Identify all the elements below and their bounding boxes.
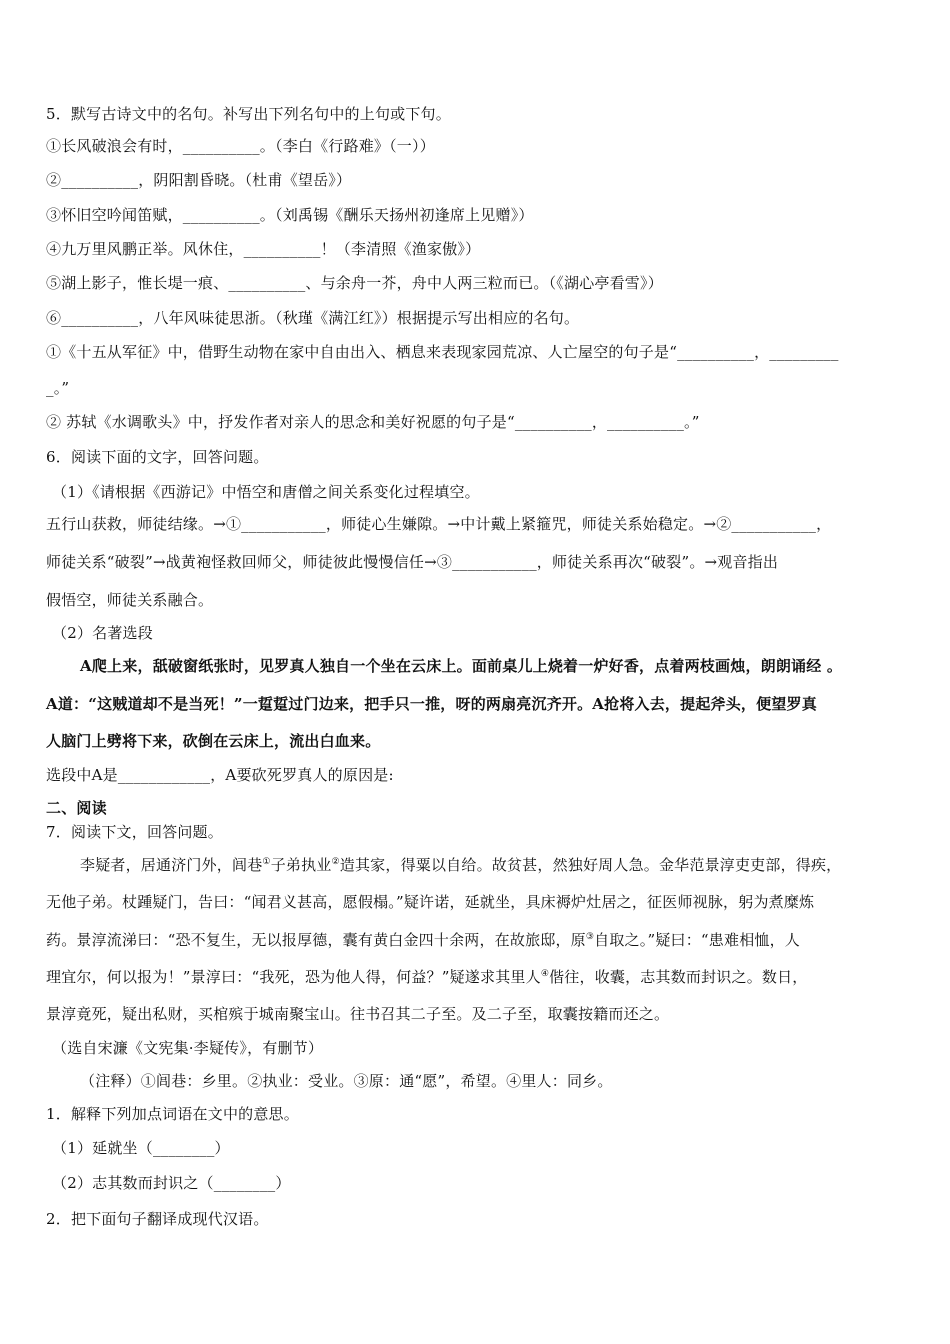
footnote-marker: ① [262,857,271,867]
footnote-marker: ③ [585,932,595,942]
footnote-marker: ② [331,857,340,867]
q5-item: ①长风破浪会有时，__________。（李白《行路难》（一）） [46,137,435,155]
passage-line [80,855,946,875]
q5-item: ② 苏轼《水调歌头》中，抒发作者对亲人的思念和美好祝愿的句子是“__________，__________。” [46,413,700,431]
q5-item: ⑤湖上影子，惟长堤一痕、__________、与余舟一芥，舟中人两三粒而已。（《湖心亭看雪》） [46,274,663,292]
passage-text: 景淳竟死，疑出私财，买棺殡于城南聚宝山。往书召其二子至。及二子至，取囊按籍而还之。 [46,1005,670,1023]
excerpt-line: A道：“这贼道却不是当死！”一踅踅过门边来，把手只一推，呀的两扇亮沉齐开。A抢将入去，提起斧头，便望罗真 [46,695,817,713]
annotation-note: （注释）①闾巷：乡里。②执业：受业。③原：通“愿”，希望。④里人：同乡。 [80,1072,613,1090]
passage-text: 李疑者，居通济门外，闾巷 [80,856,263,874]
passage-line [46,892,912,912]
q6-question: 选段中A是____________，A要砍死罗真人的原因是: [46,766,394,784]
q5-item: ①《十五从军征》中，借野生动物在家中自由出入、栖息来表现家园荒凉、人亡屋空的句子是“__________，_________ [46,343,839,361]
section-title: 二、阅读 [46,799,107,817]
q6-title: 6．阅读下面的文字，回答问题。 [46,448,269,466]
passage-text: 造其家，得粟以自给。故贫甚，然独好周人急。金华范景淳吏吏部，得疾， [339,856,842,874]
passage-text: 无他子弟。杖踵疑门，告曰：“闻君义甚高，愿假榻。”疑许诺，延就坐，具床褥炉灶居之，征医师视脉，躬为煮糜炼 [46,893,815,911]
passage-line [46,930,912,950]
q5-item: ④九万里风鹏正举。风休住，__________！（李清照《渔家傲》） [46,240,481,258]
passage-text: 自取之。”疑曰：“患难相恤，人 [594,931,800,949]
q6-part1-line: 五行山获救，师徒结缘。→①___________，师徒心生嫌隙。→中计戴上紧箍咒，师徒关系始稳定。→②___________， [46,515,832,533]
passage-line [46,1004,912,1024]
q6-part1-title: （1）《请根据《西游记》中悟空和唐僧之间关系变化过程填空。 [52,483,480,501]
excerpt-line: 人脑门上劈将下来，砍倒在云床上，流出白血来。 [46,732,381,750]
passage-text: 偕往，收囊，志其数而封识之。数日， [549,968,808,986]
q5-item: ③怀旧空吟闻笛赋，__________。（刘禹锡《酬乐天扬州初逢席上见赠》） [46,206,534,224]
excerpt-line: A爬上来，舐破窗纸张时，见罗真人独自一个坐在云床上。面前桌儿上烧着一炉好香，点着两枝画烛，朗朗诵经 。 [80,657,843,675]
q5-item: ②__________，阴阳割昏晓。（杜甫《望岳》） [46,171,352,189]
q6-part1-line: 假悟空，师徒关系融合。 [46,591,214,609]
q5-item: ⑥__________，八年风味徒思浙。（秋瑾《满江红》）根据提示写出相应的名句。 [46,309,580,327]
passage-text: 子弟执业 [270,856,332,874]
passage-text: 药。景淳流涕曰：“恐不复生，无以报厚德，囊有黄白金四十余两，在故旅邸，原 [46,931,586,949]
q6-part2-title: （2）名著选段 [52,624,153,642]
q7-sub2: 2．把下面句子翻译成现代汉语。 [46,1210,269,1228]
q6-part1-line: 师徒关系“破裂”→战黄袍怪救回师父，师徒彼此慢慢信任→③___________，师徒关系再次“破裂”。→观音指出 [46,553,779,571]
footnote-marker: ④ [540,969,550,979]
passage-text: 理宜尔，何以报为！”景淳曰：“我死，恐为他人得，何益？”疑遂求其里人 [46,968,541,986]
q7-sub1-item: （1）延就坐（________） [52,1139,230,1157]
q7-sub1-item: （2）志其数而封识之（________） [52,1174,291,1192]
q7-title: 7．阅读下文，回答问题。 [46,823,223,841]
passage-line [46,967,912,987]
passage-source: （选自宋濂《文宪集·李疑传》，有删节） [52,1039,324,1057]
q5-title: 5．默写古诗文中的名句。补写出下列名句中的上句或下句。 [46,105,451,123]
q5-item: _。” [46,379,70,397]
q7-sub1: 1．解释下列加点词语在文中的意思。 [46,1105,299,1123]
